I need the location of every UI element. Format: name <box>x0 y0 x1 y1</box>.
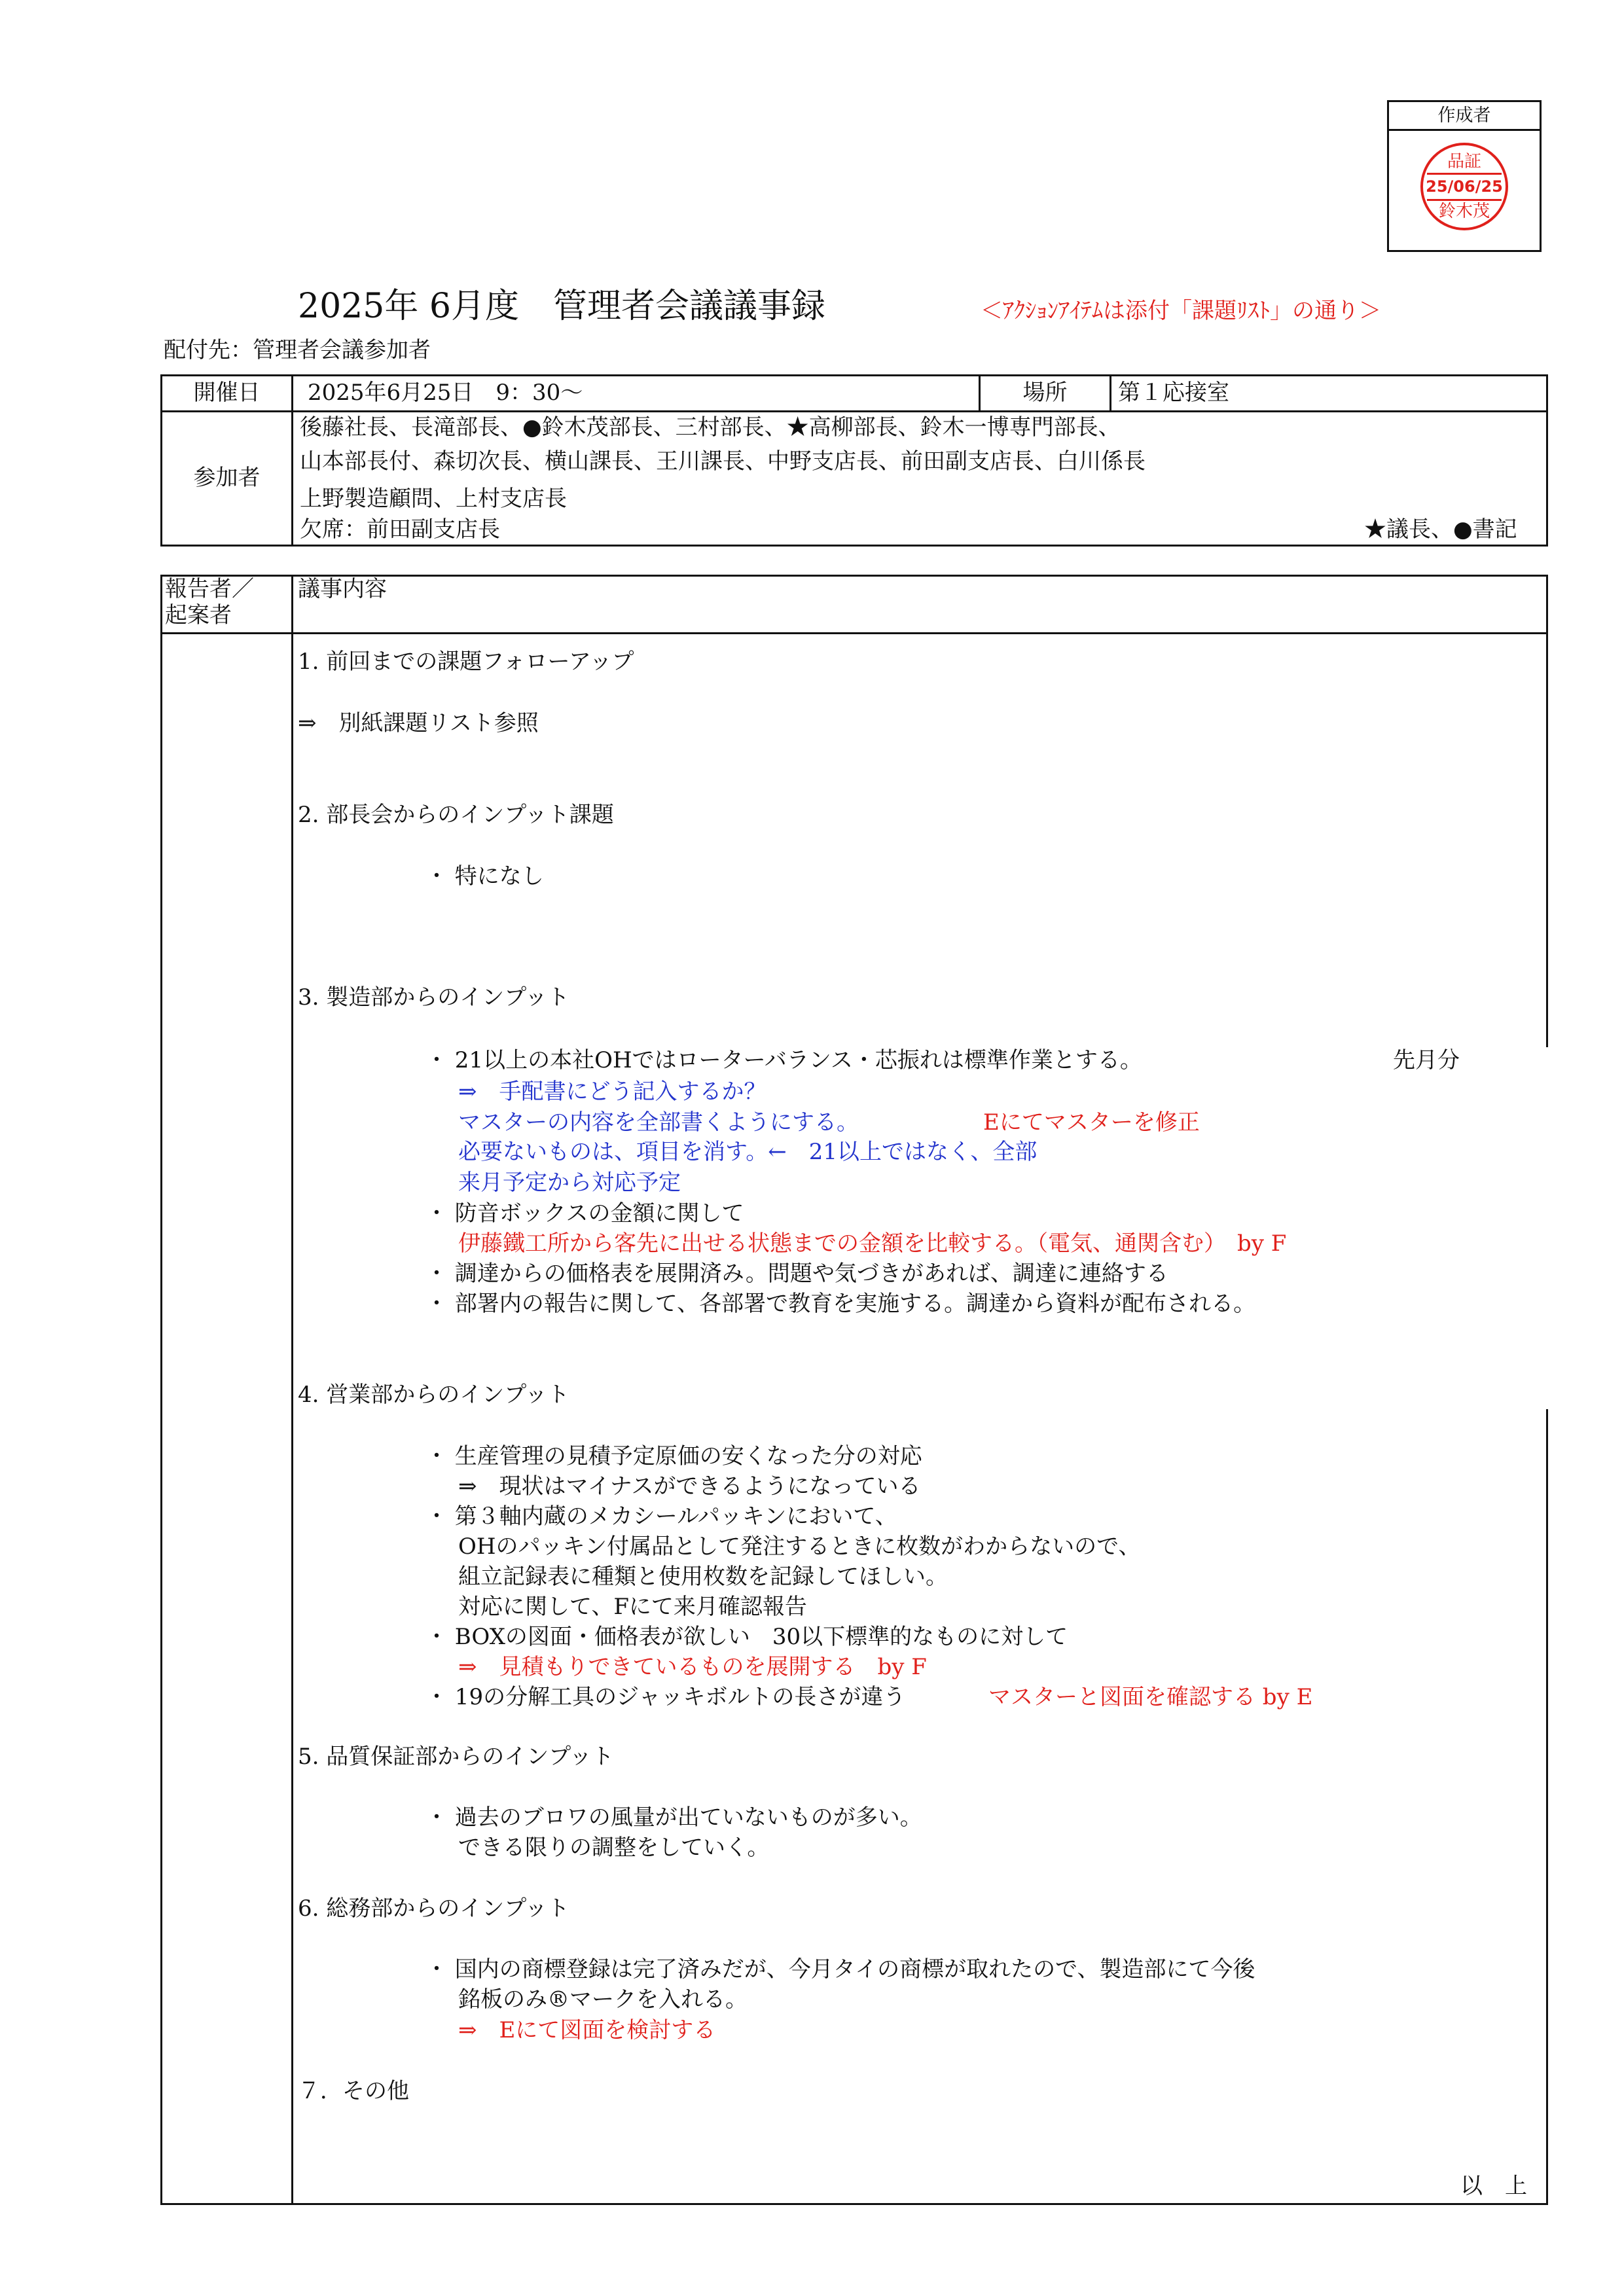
section-2-heading: 2. 部長会からのインプット課題 <box>298 802 614 828</box>
section-4-bullet: ・ 第３軸内蔵のメカシールパッキンにおいて、 <box>425 1503 897 1530</box>
section-5-bullet: ・ 過去のブロワの風量が出ていないものが多い。 <box>425 1804 922 1831</box>
page-title: 2025年 6月度 管理者会議議事録 <box>298 287 825 326</box>
section-5-heading: 5. 品質保証部からのインプット <box>298 1744 614 1770</box>
section-3-line: マスターの内容を全部書くようにする。 <box>458 1109 859 1136</box>
author-stamp-box <box>1387 100 1542 252</box>
section-3-note: 先月分 <box>1393 1047 1460 1073</box>
section-3-bullet: ・ 調達からの価格表を展開済み。問題や気づきがあれば、調達に連絡する <box>425 1261 1168 1287</box>
section-4-action: マスターと図面を確認する by E <box>988 1684 1313 1710</box>
section-4-bullet: ・ BOXの図面・価格表が欲しい 30以下標準的なものに対して <box>425 1624 1068 1650</box>
section-6-heading: 6. 総務部からのインプット <box>298 1895 569 1922</box>
section-3-bullet: ・ 防音ボックスの金額に関して <box>425 1200 744 1227</box>
section-3-bullet: ・ 21以上の本社OHではローターバランス・芯振れは標準作業とする。 <box>425 1047 1142 1073</box>
stamp-header: 作成者 <box>1389 102 1540 131</box>
role-legend: ★議長、●書記 <box>1364 516 1517 543</box>
attendee-line: 後藤社長、長滝部長、●鈴木茂部長、三村部長、★高柳部長、鈴木一博専門部長、 <box>300 414 1121 440</box>
section-3-line: 必要ないものは、項目を消す。← 21以上ではなく、全部 <box>458 1139 1038 1165</box>
section-3-action: Eにてマスターを修正 <box>983 1109 1200 1136</box>
section-4-line: OHのパッキン付属品として発注するときに枚数がわからないので、 <box>458 1534 1141 1560</box>
action-item-note: ＜ｱｸｼｮﾝｱｲﾃﾑは添付「課題ﾘｽﾄ」の通り＞ <box>981 298 1381 324</box>
date-value: 2025年6月25日 9：30～ <box>308 380 583 406</box>
absent-line: 欠席：前田副支店長 <box>300 516 500 543</box>
section-4-bullet: ・ 生産管理の見積予定原価の安くなった分の対応 <box>425 1443 922 1469</box>
seal-dept: 品証 <box>1447 152 1481 171</box>
content-header: 議事内容 <box>298 576 387 602</box>
section-4-heading: 4. 営業部からのインプット <box>298 1382 569 1408</box>
place-label: 場所 <box>1022 380 1068 406</box>
place-value: 第１応接室 <box>1118 380 1229 406</box>
section-4-line: 組立記録表に種類と使用枚数を記録してほしい。 <box>458 1564 948 1590</box>
section-4-bullet: ・ 19の分解工具のジャッキボルトの長さが違う <box>425 1684 906 1710</box>
section-3-heading: 3. 製造部からのインプット <box>298 984 569 1011</box>
section-4-line: ⇒ 現状はマイナスができるようになっている <box>458 1473 921 1499</box>
section-1-line: ⇒ 別紙課題リスト参照 <box>298 710 539 736</box>
reporter-header-2: 起案者 <box>165 602 232 628</box>
distribution: 配付先：管理者会議参加者 <box>164 337 431 363</box>
section-2-bullet: ・ 特になし <box>425 863 544 889</box>
section-4-line: 対応に関して、Fにて来月確認報告 <box>458 1594 807 1620</box>
section-6-bullet: ・ 国内の商標登録は完了済みだが、今月タイの商標が取れたので、製造部にて今後 <box>425 1956 1255 1982</box>
reporter-header-1: 報告者／ <box>165 576 254 602</box>
attendee-line: 山本部長付、森切次長、横山課長、王川課長、中野支店長、前田副支店長、白川係長 <box>300 448 1146 475</box>
section-4-action: ⇒ 見積もりできているものを展開する by F <box>458 1654 927 1680</box>
section-5-line: できる限りの調整をしていく。 <box>458 1835 770 1861</box>
approval-seal <box>1420 143 1508 230</box>
section-3-line: 来月予定から対応予定 <box>458 1170 681 1196</box>
section-6-action: ⇒ Eにて図面を検討する <box>458 2017 716 2043</box>
closing-mark: 以 上 <box>1460 2173 1527 2199</box>
date-label: 開催日 <box>193 380 261 406</box>
seal-date: 25/06/25 <box>1426 177 1503 196</box>
section-1-heading: 1. 前回までの課題フォローアップ <box>298 649 634 675</box>
section-6-line: 銘板のみ®マークを入れる。 <box>458 1986 748 2013</box>
section-7-heading: ７．その他 <box>298 2078 409 2104</box>
attendee-line: 上野製造顧問、上村支店長 <box>300 486 567 512</box>
seal-name: 鈴木茂 <box>1438 202 1490 221</box>
section-3-action: 伊藤鐵工所から客先に出せる状態までの金額を比較する。（電気、通関含む） by F <box>458 1230 1287 1257</box>
section-3-bullet: ・ 部署内の報告に関して、各部署で教育を実施する。調達から資料が配布される。 <box>425 1291 1256 1317</box>
attendees-label: 参加者 <box>193 465 261 491</box>
section-3-line: ⇒ 手配書にどう記入するか？ <box>458 1079 767 1105</box>
